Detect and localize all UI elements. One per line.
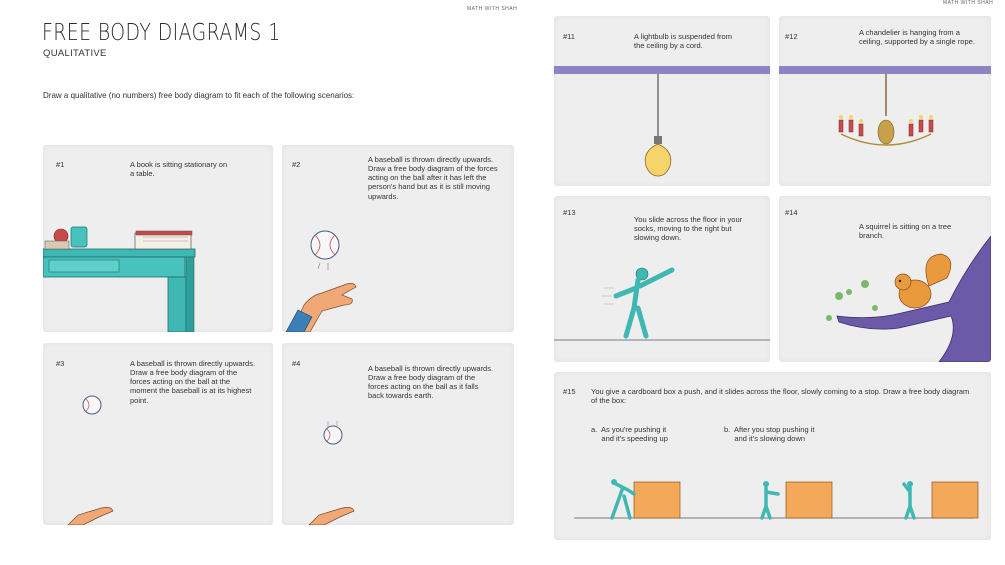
table-with-book-illustration [43, 145, 273, 332]
card-text: You give a cardboard box a push, and it slides across the floor, slowly coming to a stop. Draw a free body diagram of the box: [591, 387, 970, 406]
card-number: #15 [563, 387, 576, 396]
problem-card-12 [779, 16, 991, 186]
problem-card-1 [43, 145, 273, 332]
card-number: #11 [563, 32, 575, 41]
chandelier-illustration [779, 16, 991, 186]
part-a-text: a. As you're pushing it and it's speeding up [591, 425, 668, 444]
card-text: A baseball is thrown directly upwards. Draw a free body diagram of the forces acting on the ball after it has left the person's hand but as it is still moving upwards. [368, 155, 498, 201]
card-text: A book is sitting stationary on a table. [130, 160, 228, 179]
part-b-text: b. After you stop pushing it and it's slowing down [724, 425, 815, 444]
page-subtitle: QUALITATIVE [43, 48, 107, 59]
problem-card-4 [282, 343, 514, 525]
thrown-baseball-illustration [282, 145, 514, 332]
hanging-lightbulb-illustration [554, 16, 770, 186]
card-text: A baseball is thrown directly upwards. Draw a free body diagram of the forces acting on the ball as it falls back towards earth. [368, 364, 494, 401]
card-number: #3 [56, 359, 65, 368]
problem-card-11 [554, 16, 770, 186]
page-title: FREE BODY DIAGRAMS 1 [42, 20, 281, 46]
instructions-text: Draw a qualitative (no numbers) free body diagram to fit each of the following scenarios: [43, 91, 355, 100]
problem-card-14 [779, 196, 991, 362]
baseball-highest-point-illustration [43, 343, 273, 525]
problem-card-2 [282, 145, 514, 332]
falling-baseball-illustration [282, 343, 514, 525]
card-text: A chandelier is hanging from a ceiling, supported by a single rope. [859, 28, 975, 47]
card-text: A baseball is thrown directly upwards. Draw a free body diagram of the forces acting on the ball at the moment the baseball is at its highest point. [130, 359, 256, 405]
brand-label: MATH WITH SHAH [467, 6, 518, 12]
problem-card-3 [43, 343, 273, 525]
right-page [540, 0, 1005, 565]
problem-card-15 [554, 372, 991, 540]
card-number: #12 [785, 32, 798, 41]
card-text: A lightbulb is suspended from the ceiling by a cord. [634, 32, 732, 51]
squirrel-on-branch-illustration [779, 196, 991, 362]
card-text: You slide across the floor in your socks, moving to the right but slowing down. [634, 215, 743, 243]
card-number: #4 [292, 359, 301, 368]
card-number: #13 [563, 208, 576, 217]
card-text: A squirrel is sitting on a tree branch. [859, 222, 952, 241]
card-number: #1 [56, 160, 65, 169]
brand-label: MATH WITH SHAH [943, 0, 994, 6]
sock-slide-illustration [554, 196, 770, 362]
pushing-box-illustration [554, 372, 991, 540]
card-number: #2 [292, 160, 301, 169]
problem-card-13 [554, 196, 770, 362]
card-number: #14 [785, 208, 798, 217]
